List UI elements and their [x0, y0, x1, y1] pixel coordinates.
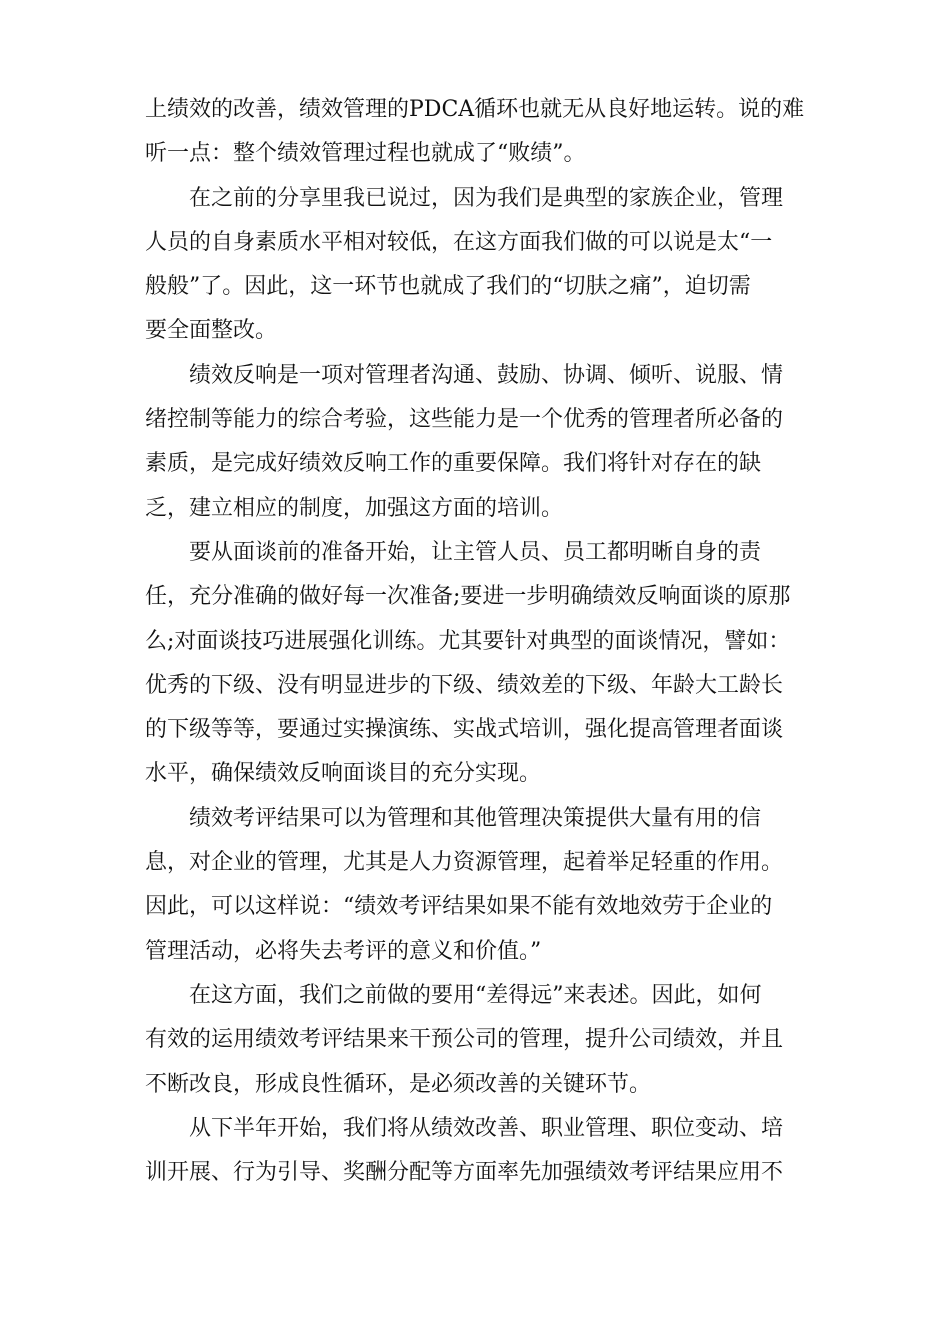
paragraph-1-line-1: 上绩效的改善，绩效管理的PDCA循环也就无从良好地运转。说的难	[145, 97, 805, 122]
paragraph-3-line-4: 乏，建立相应的制度，加强这方面的培训。	[145, 495, 564, 521]
paragraph-2-line-3: 般般”了。因此，这一环节也就成了我们的“切肤之痛”，迫切需	[145, 274, 751, 300]
paragraph-5-line-3: 因此，可以这样说：“绩效考评结果如果不能有效地效劳于企业的	[145, 894, 773, 920]
paragraph-6-line-1: 在这方面，我们之前做的要用“差得远”来表述。因此，如何	[189, 982, 762, 1008]
paragraph-6-line-2: 有效的运用绩效考评结果来干预公司的管理，提升公司绩效，并且	[145, 1027, 784, 1053]
paragraph-3-line-3: 素质，是完成好绩效反响工作的重要保障。我们将针对存在的缺	[145, 451, 762, 477]
paragraph-1-line-2: 听一点：整个绩效管理过程也就成了“败绩”。	[145, 141, 586, 167]
paragraph-7-line-1: 从下半年开始，我们将从绩效改善、职业管理、职位变动、培	[189, 1115, 784, 1141]
paragraph-4-line-2: 任，充分准确的做好每一次准备;要进一步明确绩效反响面谈的原那	[145, 584, 791, 610]
paragraph-3-line-2: 绪控制等能力的综合考验，这些能力是一个优秀的管理者所必备的	[145, 407, 784, 433]
paragraph-4-line-1: 要从面谈前的准备开始，让主管人员、员工都明晰自身的责	[189, 539, 762, 565]
paragraph-4-line-6: 水平，确保绩效反响面谈目的充分实现。	[145, 761, 542, 787]
paragraph-4-line-3: 么;对面谈技巧进展强化训练。尤其要针对典型的面谈情况，譬如：	[145, 628, 791, 654]
paragraph-4-line-4: 优秀的下级、没有明显进步的下级、绩效差的下级、年龄大工龄长	[145, 672, 784, 698]
paragraph-3-line-1: 绩效反响是一项对管理者沟通、鼓励、协调、倾听、说服、情	[189, 362, 784, 388]
paragraph-2-line-4: 要全面整改。	[145, 318, 278, 344]
paragraph-5-line-4: 管理活动，必将失去考评的意义和价值。”	[145, 938, 542, 964]
paragraph-2-line-1: 在之前的分享里我已说过，因为我们是典型的家族企业，管理	[189, 185, 784, 211]
paragraph-6-line-3: 不断改良，形成良性循环，是必须改善的关键环节。	[145, 1071, 652, 1097]
paragraph-5-line-2: 息，对企业的管理，尤其是人力资源管理，起着举足轻重的作用。	[145, 850, 784, 876]
document-body	[145, 88, 810, 1195]
paragraph-4-line-5: 的下级等等，要通过实操演练、实战式培训，强化提高管理者面谈	[145, 717, 784, 743]
paragraph-2-line-2: 人员的自身素质水平相对较低，在这方面我们做的可以说是太“一	[145, 229, 773, 255]
paragraph-7-line-2: 训开展、行为引导、奖酬分配等方面率先加强绩效考评结果应用不	[145, 1160, 784, 1186]
paragraph-5-line-1: 绩效考评结果可以为管理和其他管理决策提供大量有用的信	[189, 805, 762, 831]
